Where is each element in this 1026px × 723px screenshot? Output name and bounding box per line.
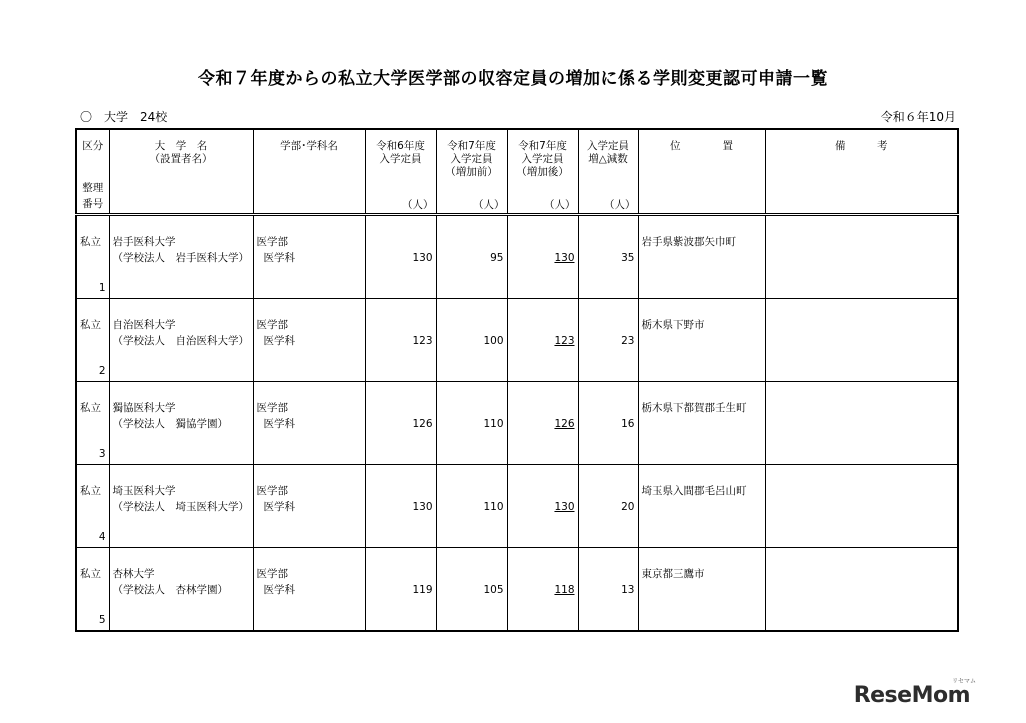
department-name: 医学科 [263,252,295,264]
founder-name: （学校法人 獨協学園） [112,418,228,430]
university-name: 杏林大学 [112,568,155,580]
cap-r7-after: 130 [554,252,575,264]
header-kubun: 区分 整理 番号 [76,129,109,215]
table-row [76,382,958,465]
application-table [75,128,959,632]
remarks [765,299,958,382]
faculty-name: 医学部 [256,568,288,580]
cap-diff: 20 [621,501,635,513]
remarks [765,215,958,299]
cap-r6: 123 [412,335,433,347]
row-number: 2 [98,365,106,377]
row-type: 私立 [80,402,101,414]
cap-diff: 13 [621,584,635,596]
scope-label: 〇 大学 24校 [80,110,168,124]
header-university: 大 学 名 （設置者名） [109,129,253,215]
location: 東京都三鷹市 [641,568,705,580]
location: 栃木県下野市 [641,319,705,331]
department-name: 医学科 [263,335,295,347]
cap-r7-before: 110 [483,418,504,430]
department-name: 医学科 [263,418,295,430]
cap-r7-before: 100 [483,335,504,347]
cap-r7-after: 126 [554,418,575,430]
cap-r7-before: 95 [490,252,504,264]
document-date: 令和６年10月 [880,110,956,124]
header-cap-r7-after: 令和7年度 入学定員 （増加後） （人） [507,129,578,215]
table-row [76,299,958,382]
header-diff: 入学定員 増△減数 （人） [578,129,638,215]
table-row [76,548,958,632]
faculty-name: 医学部 [256,485,288,497]
header-cap-r7-before: 令和7年度 入学定員 （増加前） （人） [436,129,507,215]
remarks [765,382,958,465]
university-name: 獨協医科大学 [112,402,176,414]
founder-name: （学校法人 自治医科大学） [112,335,249,347]
location: 埼玉県入間郡毛呂山町 [641,485,747,497]
row-type: 私立 [80,319,101,331]
university-name: 岩手医科大学 [112,236,176,248]
faculty-name: 医学部 [256,402,288,414]
table-header-row [76,129,958,215]
cap-diff: 16 [621,418,635,430]
table-row [76,465,958,548]
table-row [76,215,958,299]
resemom-logo: ReseMom [853,683,970,708]
founder-name: （学校法人 杏林学園） [112,584,228,596]
founder-name: （学校法人 岩手医科大学） [112,252,249,264]
location: 岩手県紫波郡矢巾町 [641,236,736,248]
remarks [765,548,958,632]
row-type: 私立 [80,236,101,248]
cap-r7-before: 105 [483,584,504,596]
cap-r7-after: 118 [554,584,575,596]
cap-diff: 35 [621,252,635,264]
cap-r7-after: 130 [554,501,575,513]
cap-r7-after: 123 [554,335,575,347]
university-name: 自治医科大学 [112,319,176,331]
header-faculty: 学部･学科名 [253,129,365,215]
header-location: 位 置 [638,129,765,215]
department-name: 医学科 [263,501,295,513]
cap-diff: 23 [621,335,635,347]
remarks [765,465,958,548]
location: 栃木県下都賀郡壬生町 [641,402,747,414]
faculty-name: 医学部 [256,319,288,331]
university-name: 埼玉医科大学 [112,485,176,497]
founder-name: （学校法人 埼玉医科大学） [112,501,249,513]
header-cap-r6: 令和6年度 入学定員 （人） [365,129,436,215]
row-number: 3 [98,448,106,460]
watermark-sub-text: リセマム [952,678,976,685]
row-number: 5 [98,614,106,626]
cap-r6: 126 [412,418,433,430]
row-number: 1 [98,282,106,294]
header-remarks: 備 考 [765,129,958,215]
department-name: 医学科 [263,584,295,596]
cap-r6: 119 [412,584,433,596]
row-number: 4 [98,531,106,543]
cap-r6: 130 [412,501,433,513]
row-type: 私立 [80,485,101,497]
document-title: 令和７年度からの私立大学医学部の収容定員の増加に係る学則変更認可申請一覧 [198,69,828,89]
faculty-name: 医学部 [256,236,288,248]
row-type: 私立 [80,568,101,580]
cap-r7-before: 110 [483,501,504,513]
cap-r6: 130 [412,252,433,264]
